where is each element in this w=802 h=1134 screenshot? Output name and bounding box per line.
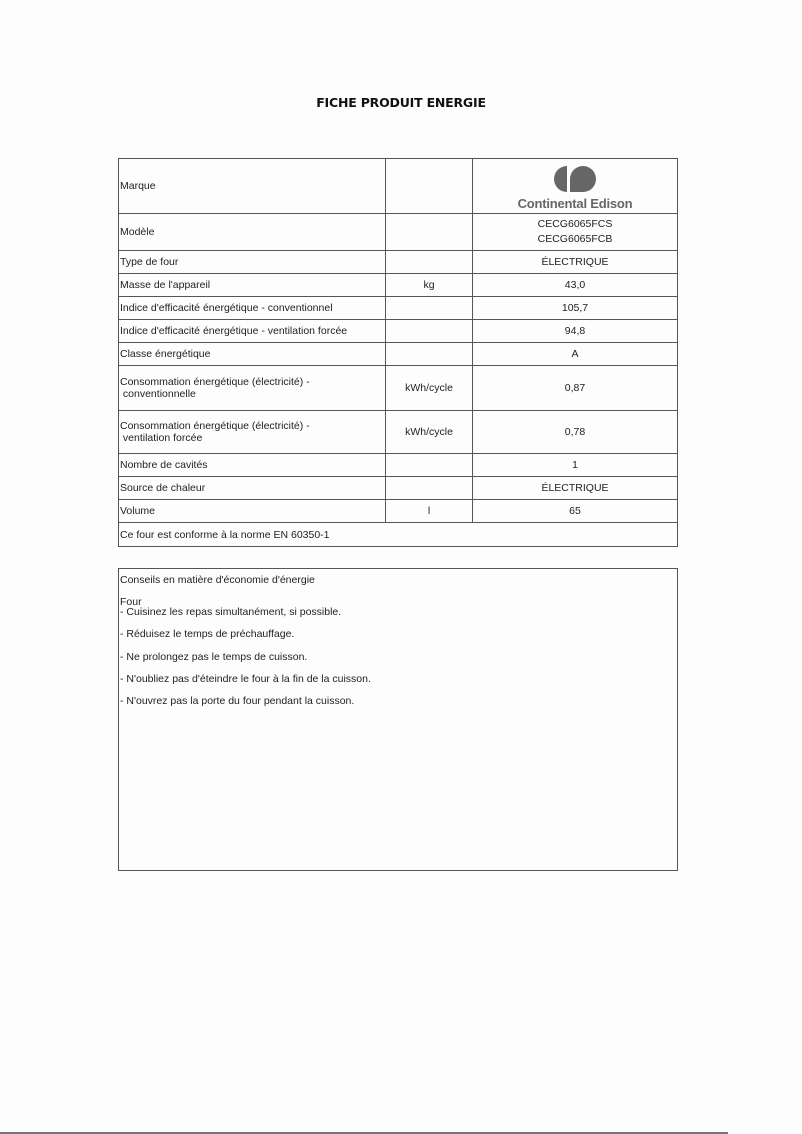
table-row [119,251,678,274]
row-label: Masse de l'appareil [119,274,386,297]
table-footer-row [119,523,678,547]
tip-item: - Réduisez le temps de préchauffage. [120,628,295,640]
brand-logo-cell [473,159,678,214]
table-row [119,411,678,454]
table-row [119,366,678,411]
row-unit [386,251,473,274]
row-label [119,366,386,411]
row-unit [386,297,473,320]
model-value: CECG6065FCS [537,218,613,230]
row-unit [386,343,473,366]
row-unit [386,454,473,477]
row-value: 65 [473,500,678,523]
tip-item: - N'oubliez pas d'éteindre le four à la fin de la cuisson. [120,673,371,685]
row-unit [386,214,473,251]
table-row [119,477,678,500]
table-row [119,297,678,320]
row-label: Modèle [119,214,386,251]
table-row [119,343,678,366]
tip-item: - Cuisinez les repas simultanément, si possible. [120,606,342,618]
table-row [119,274,678,297]
row-label: Type de four [119,251,386,274]
row-label: Volume [119,500,386,523]
product-spec-table [118,158,678,547]
row-value: 1 [473,454,678,477]
row-value: 43,0 [473,274,678,297]
table-row [119,159,678,214]
brand-name: Continental Edison [517,196,633,211]
row-label-line: Consommation énergétique (électricité) - [120,420,310,432]
row-unit: kg [386,274,473,297]
tip-item: - N'ouvrez pas la porte du four pendant la cuisson. [120,695,355,707]
row-label: Indice d'efficacité énergétique - conventionnel [119,297,386,320]
row-label: Indice d'efficacité énergétique - ventilation forcée [119,320,386,343]
row-unit [386,477,473,500]
ce-logo-icon [554,166,596,192]
tips-category: Four [120,596,142,608]
table-row [119,214,678,251]
row-value: ÉLECTRIQUE [473,477,678,500]
row-label: Marque [119,159,386,214]
row-value: A [473,343,678,366]
energy-saving-tips-box [118,568,678,871]
conformity-note: Ce four est conforme à la norme EN 60350-1 [119,523,678,547]
table-row [119,320,678,343]
row-value: 105,7 [473,297,678,320]
row-label-line: Consommation énergétique (électricité) - [120,376,310,388]
tips-heading: Conseils en matière d'économie d'énergie [120,574,315,586]
row-label: Nombre de cavités [119,454,386,477]
row-label: Classe énergétique [119,343,386,366]
row-unit [386,159,473,214]
model-value: CECG6065FCB [537,233,613,245]
row-unit: l [386,500,473,523]
row-unit: kWh/cycle [386,366,473,411]
table-row [119,454,678,477]
row-label [119,411,386,454]
row-value: 0,78 [473,411,678,454]
row-value: 94,8 [473,320,678,343]
row-label-line: conventionnelle [120,388,196,400]
row-label: Source de chaleur [119,477,386,500]
row-unit: kWh/cycle [386,411,473,454]
table-row [119,500,678,523]
tip-item: - Ne prolongez pas le temps de cuisson. [120,651,308,663]
row-unit [386,320,473,343]
document-title: FICHE PRODUIT ENERGIE [316,95,486,110]
row-value: ÉLECTRIQUE [473,251,678,274]
row-label-line: ventilation forcée [120,432,203,444]
model-values [473,214,678,251]
row-value: 0,87 [473,366,678,411]
